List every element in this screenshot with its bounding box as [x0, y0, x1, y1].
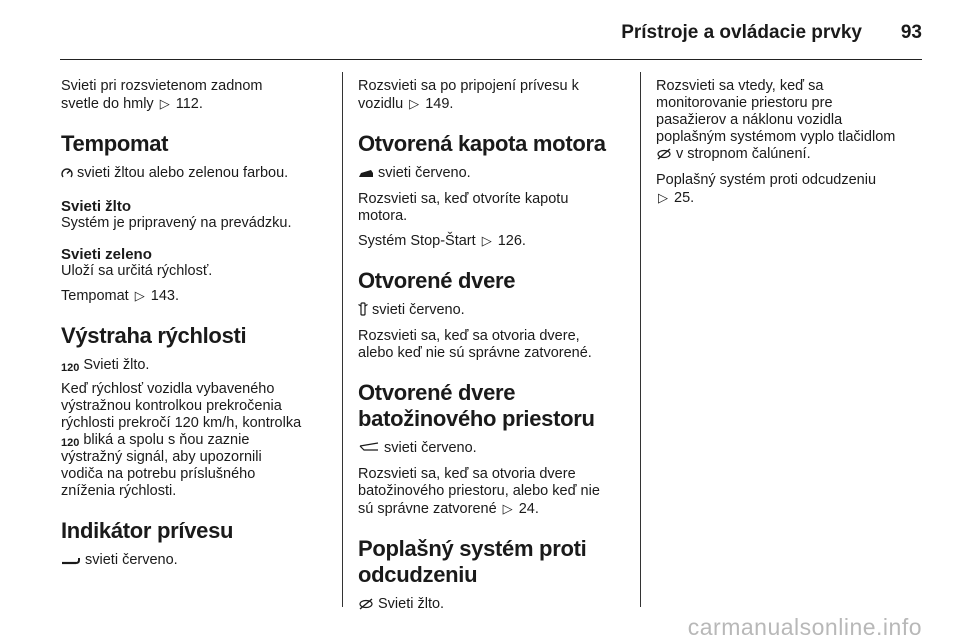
tempomat-green-text: Uloží sa určitá rýchlosť.	[61, 263, 213, 279]
alarm-disabled-icon	[656, 148, 672, 165]
column-divider-1	[342, 72, 343, 607]
header-divider	[60, 59, 922, 60]
doors-status: svieti červeno.	[358, 302, 630, 321]
trailer-continuation: Rozsvieti sa po pripojení prívesu k vozidlu ▷ 149.	[358, 78, 579, 112]
page-ref-arrow-icon: ▷	[481, 233, 492, 248]
car-trunk-icon	[358, 442, 380, 459]
tempomat-yellow-text: Systém je pripravený na prevádzku.	[61, 215, 292, 231]
page-ref[interactable]: 25.	[674, 190, 695, 206]
heading-tempomat-yellow: Svieti žlto	[61, 198, 132, 215]
trailer-status: svieti červeno.	[61, 552, 333, 571]
trunk-text: Rozsvieti sa, keď sa otvoria dvere batožinového priestoru, alebo keď nie sú správne zatvorené ▷ 24.	[358, 466, 600, 517]
intro-paragraph: Svieti pri rozsvietenom zadnom svetle do hmly ▷ 112.	[61, 78, 263, 112]
alarm-reference: Poplašný systém proti odcudzeniu ▷ 25.	[656, 172, 877, 206]
page-ref[interactable]: 112.	[175, 96, 203, 112]
heading-trailer-indicator: Indikátor prívesu	[61, 518, 234, 543]
speed-120-icon: 120	[61, 437, 80, 449]
trunk-status: svieti červeno.	[358, 440, 630, 459]
car-hood-icon	[358, 167, 374, 184]
heading-tempomat-green: Svieti zeleno	[61, 246, 152, 263]
heading-tempomat: Tempomat	[61, 131, 169, 156]
alarm-status: Svieti žlto.	[358, 596, 630, 615]
doors-text: Rozsvieti sa, keď sa otvoria dvere, alebo keď nie sú správne zatvorené.	[358, 328, 592, 361]
tempomat-reference: Tempomat ▷ 143.	[61, 288, 179, 304]
column-divider-2	[640, 72, 641, 607]
page-ref[interactable]: 126.	[497, 233, 526, 249]
column-1	[61, 78, 333, 578]
page-ref-arrow-icon: ▷	[409, 96, 420, 111]
alarm-disabled-icon	[358, 598, 374, 615]
trailer-hitch-icon	[61, 554, 81, 571]
page-ref[interactable]: 24.	[518, 501, 539, 517]
speed-text: Keď rýchlosť vozidla vybaveného výstražnou kontrolkou prekročenia rýchlosti prekročí 120 km/h, kontrolka 120 bliká a spolu s ňou zaznie výstražný signál, aby upozornili vodiča na potrebu príslušného zníženia rýchlosti.	[61, 381, 302, 499]
heading-trunk-open: Otvorené dvere batožinového priestoru	[358, 380, 595, 431]
watermark: carmanualsonline.info	[687, 614, 922, 640]
car-doors-icon	[358, 302, 368, 321]
column-3	[656, 78, 928, 214]
speed-status: 120 Svieti žlto.	[61, 357, 150, 374]
heading-hood-open: Otvorená kapota motora	[358, 131, 606, 156]
page-number: 93	[900, 22, 922, 43]
alarm-continuation: Rozsvieti sa vtedy, keď sa monitorovanie priestoru pre pasažierov a náklonu vozidla poplašným systémom vyplo tlačidlom v stropnom čalúnení.	[656, 78, 928, 165]
cruise-control-icon	[61, 167, 73, 184]
page-ref[interactable]: 149.	[425, 96, 454, 112]
page-header	[60, 0, 922, 62]
heading-anti-theft-alarm: Poplašný systém proti odcudzeniu	[358, 536, 587, 587]
speed-120-icon: 120	[61, 362, 80, 374]
hood-status: svieti červeno.	[358, 165, 630, 184]
page-ref[interactable]: 143.	[150, 288, 179, 304]
tempomat-status: svieti žltou alebo zelenou farbou.	[61, 165, 333, 184]
page-ref-arrow-icon: ▷	[159, 96, 170, 111]
page-title: Prístroje a ovládacie prvky	[621, 22, 862, 43]
hood-text: Rozsvieti sa, keď otvoríte kapotu motora.	[358, 191, 569, 224]
page-ref-arrow-icon: ▷	[502, 501, 513, 516]
page-ref-arrow-icon: ▷	[134, 288, 145, 303]
hood-reference: Systém Stop-Štart ▷ 126.	[358, 233, 526, 249]
heading-doors-open: Otvorené dvere	[358, 268, 516, 293]
heading-speed-warning: Výstraha rýchlosti	[61, 323, 247, 348]
page-ref-arrow-icon: ▷	[658, 190, 668, 205]
column-2	[358, 78, 630, 622]
